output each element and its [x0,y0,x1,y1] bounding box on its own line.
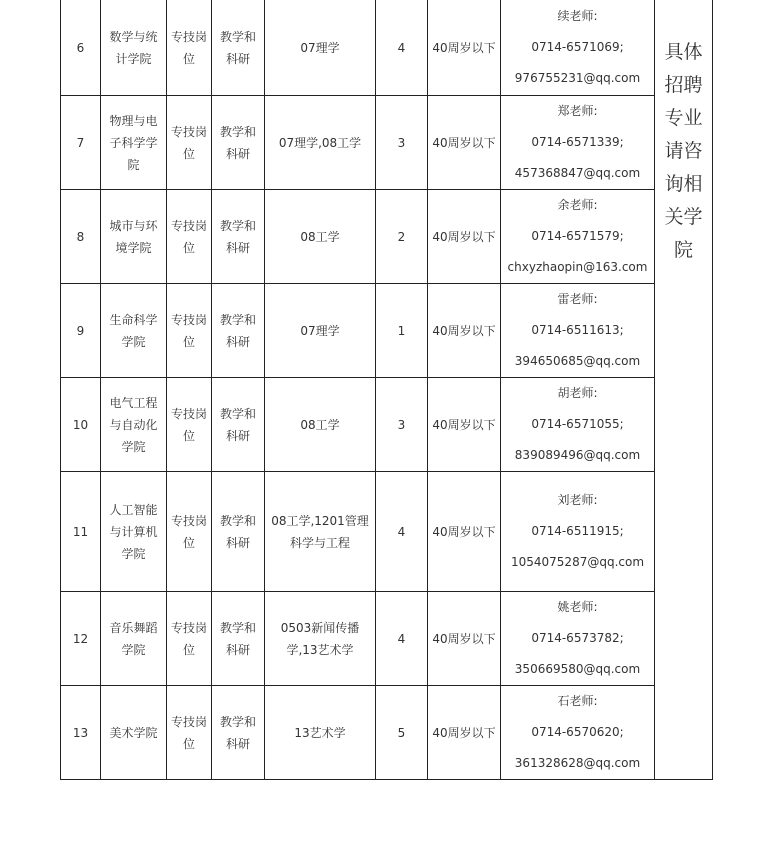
post-category: 教学和科研 [212,686,265,780]
contact-phone: 0714-6511613; [531,323,624,337]
college-name: 物理与电子科学学院 [101,96,167,190]
recruitment-table [60,0,713,780]
contact-email: 1054075287@qq.com [510,555,645,569]
post-type: 专技岗位 [167,0,212,96]
contact-cell [501,472,655,592]
contact-cell [501,686,655,780]
hiring-count: 4 [376,472,428,592]
contact-phone: 0714-6571579; [531,229,624,243]
major-requirement: 0503新闻传播学,13艺术学 [265,592,376,686]
post-category: 教学和科研 [212,0,265,96]
row-number: 13 [61,686,101,780]
table-row [61,592,713,686]
age-requirement: 40周岁以下 [428,472,501,592]
row-number: 10 [61,378,101,472]
major-requirement: 08工学 [265,378,376,472]
post-category: 教学和科研 [212,284,265,378]
contact-phone: 0714-6573782; [531,631,624,645]
contact-phone: 0714-6571069; [531,40,624,54]
post-type: 专技岗位 [167,96,212,190]
note-cell [655,0,713,780]
contact-name: 郑老师: [557,104,598,118]
age-requirement: 40周岁以下 [428,0,501,96]
contact-name: 姚老师: [557,600,598,614]
table-row [61,284,713,378]
row-number: 8 [61,190,101,284]
contact-email: 350669580@qq.com [514,662,641,676]
contact-name: 刘老师: [557,493,598,507]
major-requirement: 07理学 [265,284,376,378]
major-requirement: 07理学,08工学 [265,96,376,190]
post-type: 专技岗位 [167,472,212,592]
hiring-count: 2 [376,190,428,284]
contact-cell [501,378,655,472]
contact-email: chxyzhaopin@163.com [507,260,648,274]
contact-email: 839089496@qq.com [514,448,641,462]
age-requirement: 40周岁以下 [428,686,501,780]
college-name: 生命科学学院 [101,284,167,378]
college-name: 数学与统计学院 [101,0,167,96]
hiring-count: 4 [376,0,428,96]
contact-name: 续老师: [557,9,598,23]
table-row [61,190,713,284]
post-category: 教学和科研 [212,190,265,284]
row-number: 11 [61,472,101,592]
major-requirement: 07理学 [265,0,376,96]
age-requirement: 40周岁以下 [428,284,501,378]
college-name: 美术学院 [101,686,167,780]
post-type: 专技岗位 [167,284,212,378]
age-requirement: 40周岁以下 [428,190,501,284]
contact-phone: 0714-6571055; [531,417,624,431]
college-name: 电气工程与自动化学院 [101,378,167,472]
consult-note: 具体招聘专业请咨询相关学院 [664,41,703,261]
contact-email: 457368847@qq.com [514,166,641,180]
post-type: 专技岗位 [167,592,212,686]
contact-name: 石老师: [557,694,598,708]
contact-email: 361328628@qq.com [514,756,641,770]
row-number: 12 [61,592,101,686]
major-requirement: 08工学 [265,190,376,284]
post-type: 专技岗位 [167,190,212,284]
post-type: 专技岗位 [167,686,212,780]
hiring-count: 3 [376,96,428,190]
hiring-count: 3 [376,378,428,472]
contact-phone: 0714-6571339; [531,135,624,149]
table-row [61,96,713,190]
contact-email: 394650685@qq.com [514,354,641,368]
contact-cell [501,284,655,378]
post-category: 教学和科研 [212,96,265,190]
contact-email: 976755231@qq.com [514,71,641,85]
contact-name: 雷老师: [557,292,598,306]
post-type: 专技岗位 [167,378,212,472]
table-row [61,378,713,472]
hiring-count: 4 [376,592,428,686]
post-category: 教学和科研 [212,592,265,686]
table-row [61,686,713,780]
age-requirement: 40周岁以下 [428,378,501,472]
contact-cell [501,190,655,284]
table-row [61,472,713,592]
row-number: 7 [61,96,101,190]
contact-cell [501,96,655,190]
major-requirement: 08工学,1201管理科学与工程 [265,472,376,592]
row-number: 9 [61,284,101,378]
table-row [61,0,713,96]
contact-name: 胡老师: [557,386,598,400]
college-name: 城市与环境学院 [101,190,167,284]
contact-name: 余老师: [557,198,598,212]
age-requirement: 40周岁以下 [428,592,501,686]
contact-phone: 0714-6511915; [531,524,624,538]
age-requirement: 40周岁以下 [428,96,501,190]
contact-cell [501,592,655,686]
post-category: 教学和科研 [212,378,265,472]
major-requirement: 13艺术学 [265,686,376,780]
row-number: 6 [61,0,101,96]
post-category: 教学和科研 [212,472,265,592]
college-name: 音乐舞蹈学院 [101,592,167,686]
hiring-count: 1 [376,284,428,378]
contact-phone: 0714-6570620; [531,725,624,739]
college-name: 人工智能与计算机学院 [101,472,167,592]
contact-cell [501,0,655,96]
hiring-count: 5 [376,686,428,780]
